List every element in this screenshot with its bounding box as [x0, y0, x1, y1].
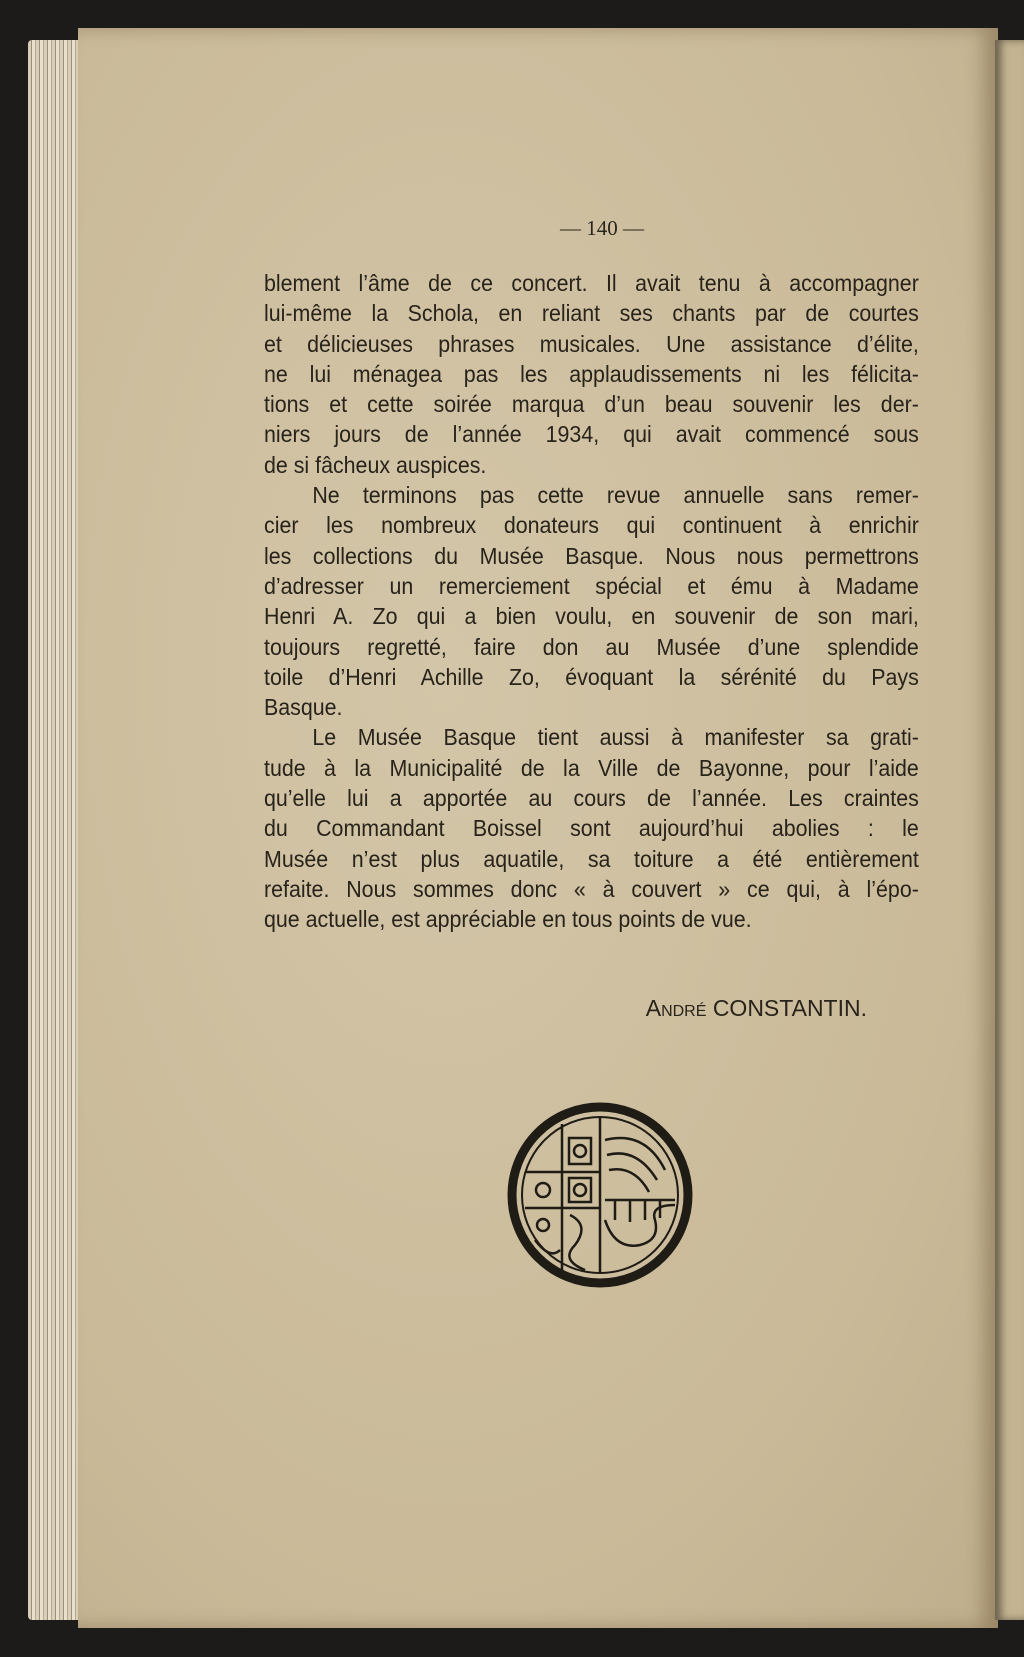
text-line: Henri A. Zo qui a bien voulu, en souvenir de son mari, [264, 603, 919, 630]
text-line: cier les nombreux donateurs qui continuent à enrichir [264, 512, 919, 539]
author-last-name: CONSTANTIN. [712, 995, 867, 1021]
text-line: les collections du Musée Basque. Nous nous permettrons [264, 542, 919, 569]
text-line: niers jours de l’année 1934, qui avait commencé sous [264, 421, 919, 448]
basque-emblem-ornament [505, 1100, 695, 1290]
text-line: lui-même la Schola, en reliant ses chants par de courtes [264, 300, 919, 327]
text-line: de si fâcheux auspices. [264, 451, 487, 478]
text-line: Musée n’est plus aquatile, sa toiture a été entièrement [264, 845, 919, 872]
text-line: Ne terminons pas cette revue annuelle sans remer- [312, 482, 919, 509]
text-line: Basque. [264, 694, 343, 721]
text-line: toujours regretté, faire don au Musée d’une splendide [264, 633, 919, 660]
text-line: blement l’âme de ce concert. Il avait tenu à accompagner [264, 270, 919, 296]
text-line: tions et cette soirée marqua d’un beau souvenir les der- [264, 391, 919, 418]
page-number: — 140 — [560, 216, 644, 240]
text-line: qu’elle lui a apportée au cours de l’année. Les craintes [264, 785, 919, 812]
text-line: Le Musée Basque tient aussi à manifester sa grati- [312, 724, 919, 751]
facing-page-edge [995, 40, 1024, 1620]
text-line: du Commandant Boissel sont aujourd’hui abolies : le [264, 815, 919, 842]
author-signature [646, 995, 867, 1022]
body-text [264, 268, 919, 935]
text-line: refaite. Nous sommes donc « à couvert » ce qui, à l’épo- [264, 875, 919, 902]
text-line: que actuelle, est appréciable en tous points de vue. [264, 906, 752, 933]
text-line: d’adresser un remerciement spécial et ému à Madame [264, 572, 919, 599]
text-line: toile d’Henri Achille Zo, évoquant la sérénité du Pays [264, 663, 919, 690]
text-line: et délicieuses phrases musicales. Une assistance d’élite, [264, 330, 919, 357]
text-line: ne lui ménagea pas les applaudissements ni les félicita- [264, 360, 919, 387]
author-first-name: André [645, 995, 707, 1021]
text-line: tude à la Municipalité de la Ville de Bayonne, pour l’aide [264, 754, 919, 781]
